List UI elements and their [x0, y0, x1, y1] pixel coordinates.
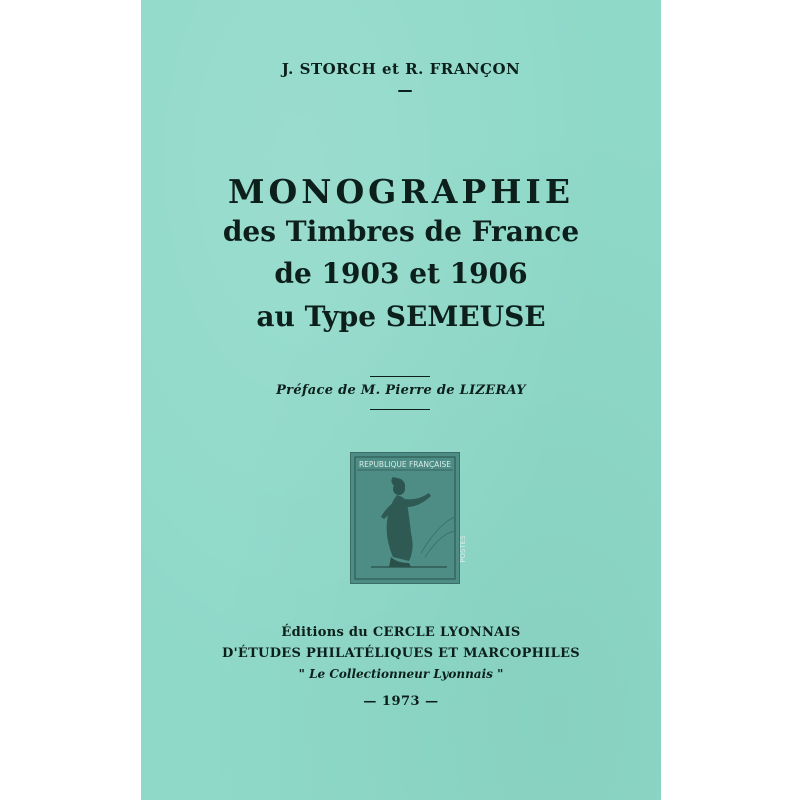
authors: J. STORCH et R. FRANÇON — [281, 60, 521, 78]
preface-credit: Préface de M. Pierre de LIZERAY — [276, 383, 526, 398]
stamp-bottom-text: POSTES — [459, 535, 467, 563]
semeuse-stamp-illustration — [351, 453, 467, 583]
publication-year: — 1973 — — [363, 694, 439, 709]
publisher-line-1: Éditions du CERCLE LYONNAIS — [281, 625, 521, 640]
title-line-2: des Timbres de France — [222, 215, 580, 248]
semeuse-stamp-image — [350, 452, 467, 584]
collection-name: " Le Collectionneur Lyonnais " — [298, 667, 504, 681]
divider-bottom — [370, 409, 430, 410]
ornament-dash — [398, 90, 412, 92]
title-line-3: de 1903 et 1906 — [274, 257, 528, 290]
title-line-4: au Type SEMEUSE — [256, 300, 546, 333]
stamp-top-text: REPUBLIQUE FRANÇAISE — [358, 460, 452, 469]
publisher-line-2: D'ÉTUDES PHILATÉLIQUES ET MARCOPHILES — [222, 646, 580, 661]
divider-top — [370, 376, 430, 377]
title-line-1: MONOGRAPHIE — [228, 172, 574, 211]
book-cover — [141, 0, 661, 800]
